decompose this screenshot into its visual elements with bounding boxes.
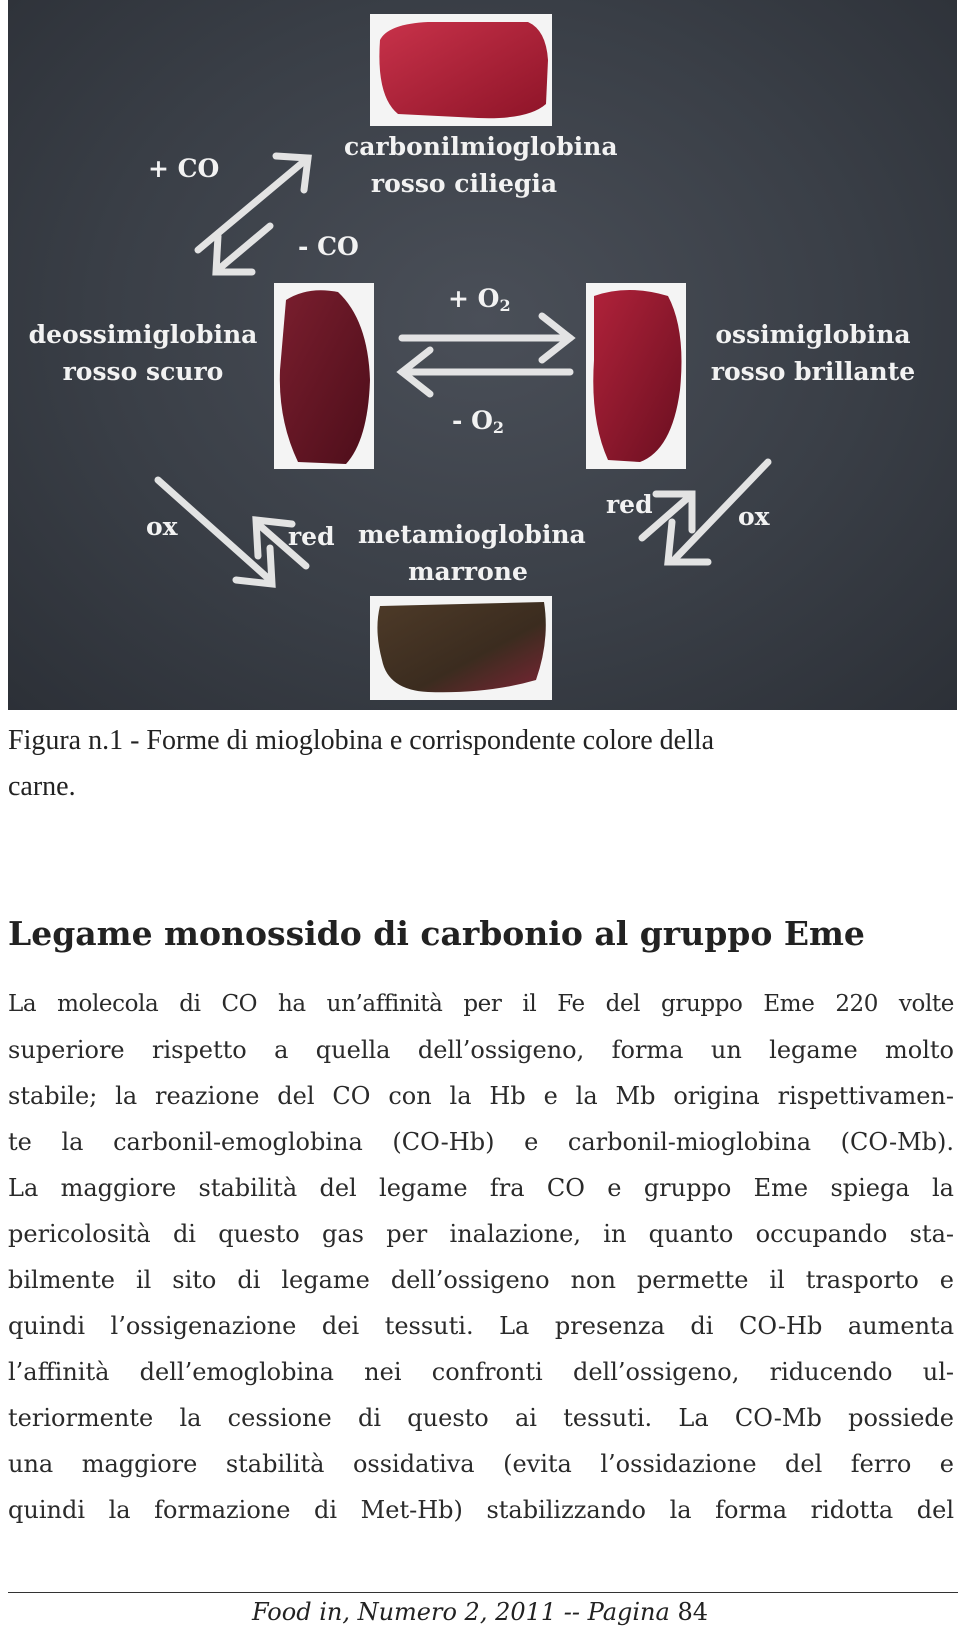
body-line: La molecola di CO ha un’affinità per il Fe del gruppo Eme 220 volte [8, 991, 954, 1017]
body-line: te la carbonil-emoglobina (CO-Hb) e carbonil-mioglobina (CO-Mb). [8, 1128, 954, 1156]
plus-co-label: + CO [148, 154, 220, 183]
ox-left-label: ox [146, 512, 178, 541]
minus-o2-label [452, 402, 504, 446]
right-label [708, 316, 918, 390]
body-line: una maggiore stabilità ossidativa (evita l’ossidazione del ferro e [8, 1450, 954, 1478]
red-right-label: red [606, 490, 653, 519]
caption-line: carne. [8, 771, 76, 802]
meat-left-deoxy [274, 283, 374, 469]
left-label-name: deossimiglobina [28, 320, 258, 349]
body-line: superiore rispetto a quella dell’ossigeno, forma un legame molto [8, 1036, 954, 1064]
page-number: 84 [677, 1598, 709, 1626]
bottom-label [358, 516, 586, 590]
page-footer [0, 1598, 960, 1626]
body-line: l’affinità dell’emoglobina nei confronti dell’ossigeno, riducendo ul- [8, 1358, 954, 1386]
meat-bottom-met [370, 596, 552, 700]
bottom-label-color: marrone [408, 557, 528, 586]
body-line: pericolosità di questo gas per inalazione, in quanto occupando sta- [8, 1220, 954, 1248]
body-line: stabile; la reazione del CO con la Hb e la Mb origina rispettivamen- [8, 1082, 954, 1110]
footer-citation: Food in, Numero 2, 2011 -- Pagina [251, 1598, 670, 1626]
plus-o2-label [448, 280, 511, 324]
left-label [28, 316, 258, 390]
body-line: quindi la formazione di Met-Hb) stabilizzando la forma ridotta del [8, 1496, 954, 1524]
body-line: teriormente la cessione di questo ai tessuti. La CO-Mb possiede [8, 1404, 954, 1432]
right-label-color: rosso brillante [710, 357, 916, 386]
plus-o2-subscript: 2 [499, 296, 511, 315]
body-line: La maggiore stabilità del legame fra CO e gruppo Eme spiega la [8, 1174, 954, 1202]
left-label-color: rosso scuro [62, 357, 224, 386]
myoglobin-figure [8, 0, 957, 710]
minus-o2-subscript: 2 [492, 418, 504, 437]
footer-rule [8, 1592, 958, 1593]
right-label-name: ossimiglobina [715, 320, 911, 349]
figure-caption [8, 718, 908, 810]
top-label-color: rosso ciliegia [370, 169, 558, 198]
bottom-label-name: metamioglobina [358, 520, 586, 549]
body-line: bilmente il sito di legame dell’ossigeno non permette il trasporto e [8, 1266, 954, 1294]
top-label [344, 128, 618, 202]
meat-right-oxy [586, 283, 686, 469]
top-label-name: carbonilmioglobina [344, 132, 618, 161]
body-paragraph [8, 981, 954, 1533]
minus-co-label: - CO [298, 232, 359, 261]
meat-top-carboxy [370, 14, 552, 126]
body-line: quindi l’ossigenazione dei tessuti. La presenza di CO-Hb aumenta [8, 1312, 954, 1340]
plus-o2-text: + O [448, 284, 500, 313]
section-heading: Legame monossido di carbonio al gruppo Eme [8, 914, 865, 953]
red-left-label: red [288, 522, 335, 551]
ox-right-label: ox [738, 502, 770, 531]
minus-o2-text: - O [452, 406, 493, 435]
caption-line: Figura n.1 - Forme di mioglobina e corrispondente colore della [8, 725, 715, 756]
